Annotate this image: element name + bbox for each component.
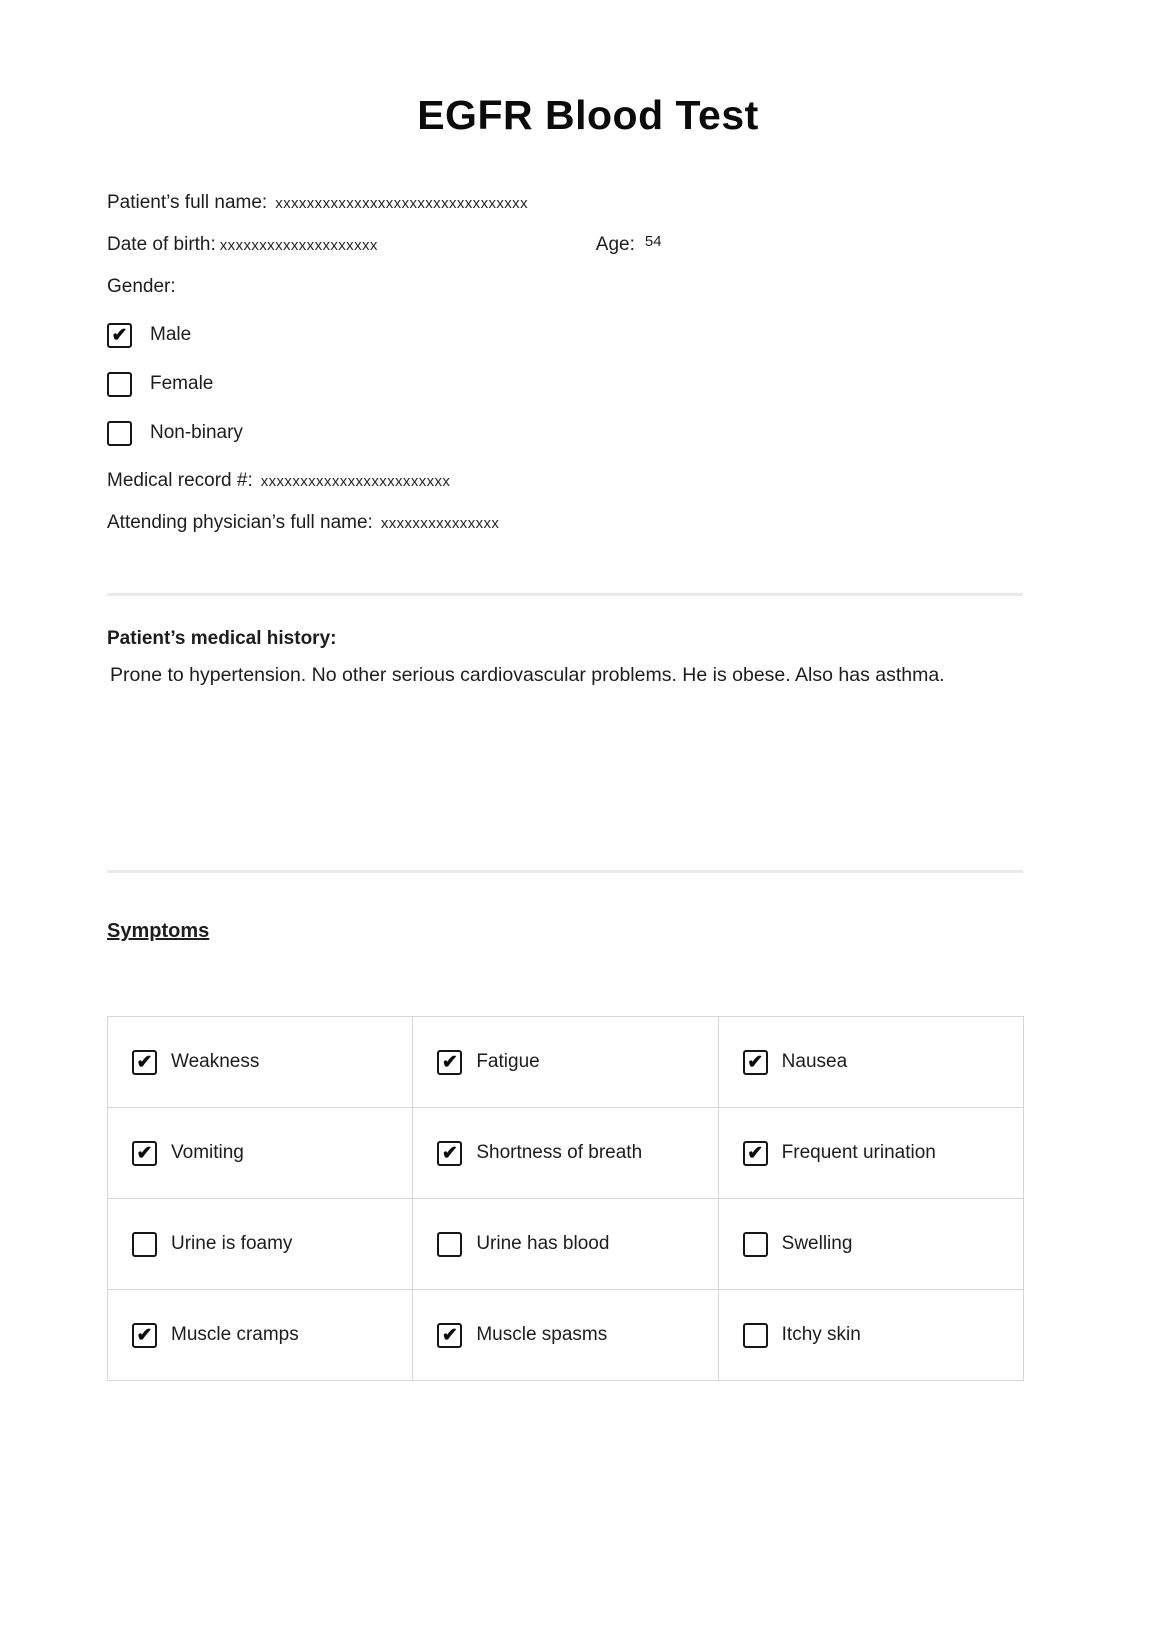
field-age xyxy=(596,233,662,257)
gender-option-female xyxy=(107,371,1023,397)
page-title: EGFR Blood Test xyxy=(417,92,759,138)
age-value[interactable]: 54 xyxy=(644,233,662,250)
medical-record-label: Medical record #: xyxy=(107,470,253,491)
itchy-skin-checkbox[interactable] xyxy=(743,1323,768,1348)
symptoms-row xyxy=(108,1290,1024,1381)
symptom-cell-itchy-skin xyxy=(718,1290,1023,1381)
swelling-label: Swelling xyxy=(781,1233,853,1254)
female-label: Female xyxy=(150,373,214,394)
symptom-itchy-skin xyxy=(743,1323,1023,1348)
urine-is-foamy-label: Urine is foamy xyxy=(171,1233,293,1254)
dob-label: Date of birth: xyxy=(107,234,216,255)
symptom-muscle-spasms xyxy=(437,1323,717,1348)
field-full-name xyxy=(107,191,1023,215)
muscle-cramps-checkbox[interactable]: ✔ xyxy=(132,1323,157,1348)
symptom-cell-frequent-urination xyxy=(718,1108,1023,1199)
symptom-fatigue xyxy=(437,1050,717,1075)
male-checkbox[interactable]: ✔ xyxy=(107,323,132,348)
symptom-cell-urine-has-blood xyxy=(413,1199,718,1290)
symptom-nausea xyxy=(743,1050,1023,1075)
muscle-spasms-label: Muscle spasms xyxy=(476,1324,608,1345)
symptom-cell-muscle-cramps xyxy=(108,1290,413,1381)
field-dob-age xyxy=(107,233,1023,257)
symptoms-heading: Symptoms xyxy=(107,920,210,942)
urine-is-foamy-checkbox[interactable] xyxy=(132,1232,157,1257)
symptom-cell-muscle-spasms xyxy=(413,1290,718,1381)
gender-options xyxy=(107,322,1023,446)
full-name-value[interactable]: xxxxxxxxxxxxxxxxxxxxxxxxxxxxxxxx xyxy=(275,195,528,212)
symptom-urine-has-blood xyxy=(437,1232,717,1257)
urine-has-blood-checkbox[interactable] xyxy=(437,1232,462,1257)
symptom-frequent-urination xyxy=(743,1141,1023,1166)
symptom-cell-weakness xyxy=(108,1017,413,1108)
dob-value[interactable]: xxxxxxxxxxxxxxxxxxxx xyxy=(219,237,378,254)
symptom-cell-shortness-of-breath xyxy=(413,1108,718,1199)
symptoms-table xyxy=(107,1016,1024,1381)
symptom-cell-nausea xyxy=(718,1017,1023,1108)
nausea-label: Nausea xyxy=(781,1051,848,1072)
section-divider xyxy=(107,593,1023,596)
frequent-urination-checkbox[interactable]: ✔ xyxy=(743,1141,768,1166)
symptoms-row xyxy=(108,1017,1024,1108)
male-label: Male xyxy=(150,324,192,345)
shortness-of-breath-label: Shortness of breath xyxy=(476,1142,643,1163)
fatigue-label: Fatigue xyxy=(476,1051,540,1072)
field-gender xyxy=(107,275,1023,298)
shortness-of-breath-checkbox[interactable]: ✔ xyxy=(437,1141,462,1166)
symptom-cell-urine-is-foamy xyxy=(108,1199,413,1290)
gender-option-male xyxy=(107,322,1023,348)
nausea-checkbox[interactable]: ✔ xyxy=(743,1050,768,1075)
full-name-label: Patient’s full name: xyxy=(107,192,268,213)
symptom-cell-fatigue xyxy=(413,1017,718,1108)
symptom-cell-vomiting xyxy=(108,1108,413,1199)
symptoms-row xyxy=(108,1108,1024,1199)
symptom-vomiting xyxy=(132,1141,412,1166)
form-content xyxy=(107,191,1023,1381)
field-physician xyxy=(107,511,1023,535)
fatigue-checkbox[interactable]: ✔ xyxy=(437,1050,462,1075)
symptom-weakness xyxy=(132,1050,412,1075)
weakness-label: Weakness xyxy=(171,1051,260,1072)
urine-has-blood-label: Urine has blood xyxy=(476,1233,610,1254)
age-label: Age: xyxy=(595,234,635,255)
medical-record-value[interactable]: xxxxxxxxxxxxxxxxxxxxxxxx xyxy=(260,473,451,490)
muscle-cramps-label: Muscle cramps xyxy=(171,1324,299,1345)
symptom-urine-is-foamy xyxy=(132,1232,412,1257)
medical-history-text[interactable]: Prone to hypertension. No other serious cardiovascular problems. He is obese. Also has asthma. xyxy=(110,664,945,686)
physician-value[interactable]: xxxxxxxxxxxxxxx xyxy=(380,515,500,532)
itchy-skin-label: Itchy skin xyxy=(781,1324,861,1345)
vomiting-checkbox[interactable]: ✔ xyxy=(132,1141,157,1166)
field-medical-record xyxy=(107,469,1023,493)
non-binary-label: Non-binary xyxy=(150,422,243,443)
weakness-checkbox[interactable]: ✔ xyxy=(132,1050,157,1075)
physician-label: Attending physician’s full name: xyxy=(107,512,373,533)
gender-option-non-binary xyxy=(107,420,1023,446)
symptom-shortness-of-breath xyxy=(437,1141,717,1166)
female-checkbox[interactable] xyxy=(107,372,132,397)
medical-history-heading: Patient’s medical history: xyxy=(107,628,337,649)
symptom-muscle-cramps xyxy=(132,1323,412,1348)
gender-label: Gender: xyxy=(107,276,176,297)
symptoms-row xyxy=(108,1199,1024,1290)
symptom-swelling xyxy=(743,1232,1023,1257)
non-binary-checkbox[interactable] xyxy=(107,421,132,446)
section-divider xyxy=(107,870,1023,873)
frequent-urination-label: Frequent urination xyxy=(781,1142,936,1163)
symptom-cell-swelling xyxy=(718,1199,1023,1290)
muscle-spasms-checkbox[interactable]: ✔ xyxy=(437,1323,462,1348)
vomiting-label: Vomiting xyxy=(171,1142,244,1163)
swelling-checkbox[interactable] xyxy=(743,1232,768,1257)
